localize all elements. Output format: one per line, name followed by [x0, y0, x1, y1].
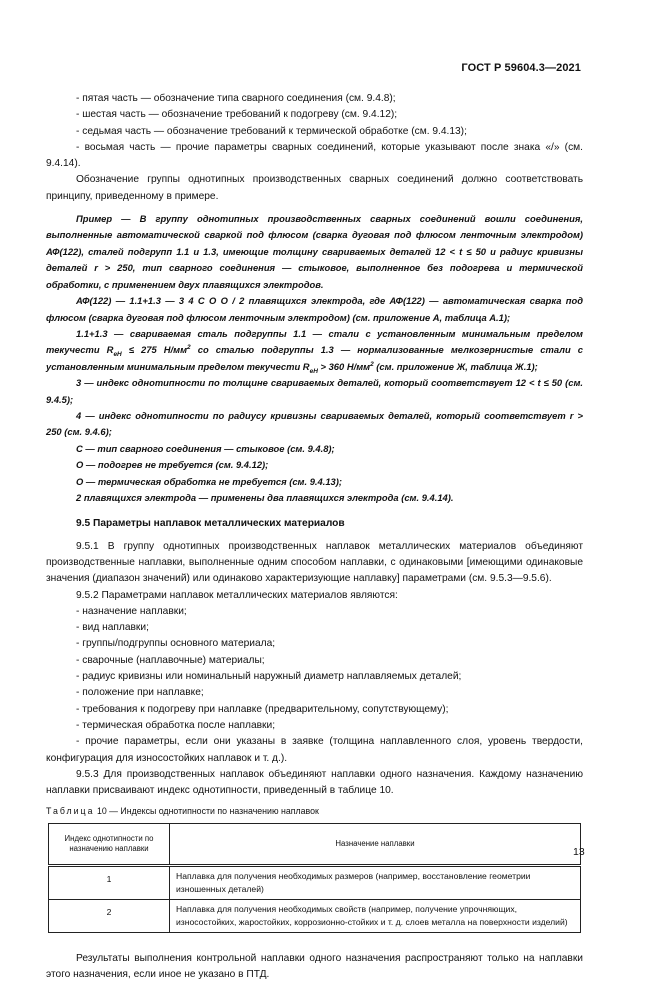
example-item: 4 — индекс однотипности по радиусу кривизны свариваемых деталей, который соответствует r > 250 (см. 9.4.6); [46, 409, 583, 438]
example-intro: Пример — В группу однотипных производственных сварных соединений вошли соединения, выполненные автоматической сваркой под флюсом (сварка дуговая под флюсом ленточным электродом) АФ(122), сталей подгрупп 1.1 и 1.3, имеющие толщину свариваемых деталей 12 < t ≤ 50 и радиус кривизны деталей r > 250, тип сварного соединения — стыковое, выполненное без подогрева и термической обработки, с применением двух плавящихся электродов. [46, 213, 583, 290]
example-block [46, 211, 583, 506]
table-cell-purpose: Наплавка для получения необходимых свойств (например, получение упрочняющих, износостойких, жаростойких, коррозионно-стойких и т. д. слоев металла на поверхности изделий) [170, 899, 581, 932]
table-cell-index: 1 [49, 865, 170, 899]
example-code-line: АФ(122) — 1.1+1.3 — 3 4 С О О / 2 плавящихся электрода, где АФ(122) — автоматическая сварка под флюсом (сварка дуговая под флюсом ленточным электродом) (см. приложение А, таблица А.1); [46, 295, 583, 323]
list-item: - пятая часть — обозначение типа сварного соединения (см. 9.4.8); [76, 93, 396, 104]
paragraph: Результаты выполнения контрольной наплавки одного назначения распространяют только на наплавки этого назначения, если иное не указано в ПТД. [46, 952, 583, 981]
example-item: С — тип сварного соединения — стыковое (см. 9.4.8); [76, 442, 335, 454]
list-item: - назначение наплавки; [76, 605, 187, 617]
table-cell-purpose: Наплавка для получения необходимых размеров (например, восстановление геометрии изношенных деталей) [170, 865, 581, 899]
list-item: - радиус кривизны или номинальный наружный диаметр наплавляемых деталей; [76, 671, 462, 683]
section-heading: 9.5 Параметры наплавок металлических материалов [76, 518, 345, 530]
list-item: - группы/подгруппы основного материала; [76, 638, 276, 650]
list-item: - прочие параметры, если они указаны в заявке (толщина наплавленного слоя, уровень твердости, конфигурация для износостойких наплавок и т. д.). [46, 736, 583, 764]
paragraph: 9.5.1 В группу однотипных производственных наплавок металлических материалов объединяют производственные наплавки, выполненные одним способом наплавки, с одинаковыми [имеющими одинаковые значения (диапазон значений) или одинаково характеризующие наплавку] параметрами (см. 9.5.3—9.5.6). [46, 540, 583, 585]
list-item: - седьмая часть — обозначение требований к термической обработке (см. 9.4.13); [76, 125, 467, 137]
example-item: 3 — индекс однотипности по толщине свариваемых деталей, который соответствует 12 < t ≤ 50 (см. 9.4.5); [46, 377, 583, 405]
example-item: О — термическая обработка не требуется (см. 9.4.13); [76, 475, 343, 487]
table-row [49, 899, 581, 932]
list-item: - термическая обработка после наплавки; [76, 719, 276, 731]
example-item: О — подогрев не требуется (см. 9.4.12); [76, 459, 269, 471]
paragraph: 9.5.2 Параметрами наплавок металлических материалов являются: [76, 589, 398, 601]
table-header-cell: Индекс однотипности по назначению наплавки [49, 823, 170, 865]
document-header: ГОСТ Р 59604.3—2021 [461, 62, 581, 74]
table-cell-index: 2 [49, 899, 170, 932]
list-item: - положение при наплавке; [76, 687, 204, 699]
purpose-index-table [48, 823, 581, 933]
list-item: - требования к подогреву при наплавке (предварительному, сопутствующему); [76, 703, 449, 715]
paragraph: Обозначение группы однотипных производственных сварных соединений должно соответствовать принципу, приведенному в примере. [46, 174, 583, 202]
list-item: - вид наплавки; [76, 622, 149, 634]
table-header-row [49, 823, 581, 865]
example-item: 2 плавящихся электрода — применены два плавящихся электрода (см. 9.4.14). [76, 491, 454, 503]
example-steel-line: 1.1+1.3 — свариваемая сталь подгруппы 1.1 — стали с установленным минимальным пределом текучести $R_{eH} \le 275$ $Н/мм^2$ со сталью подгруппы 1.3 — нормализованные мелкозернистые стали с установленным минимальным пределом текучести $R_{eH} > 360$ $Н/мм^2$ (см. приложение Ж, таблица Ж.1); [46, 327, 583, 375]
list-item: - восьмая часть — прочие параметры сварных соединений, которые указывают после знака «/» (см. 9.4.14). [46, 141, 583, 170]
paragraph: 9.5.3 Для производственных наплавок объединяют наплавки одного назначения. Каждому назначению наплавки присваивают индекс однотипности, приведенный в таблице 10. [46, 768, 583, 797]
page-number: 13 [573, 846, 585, 858]
page-content [46, 91, 583, 983]
table-caption: Таблица 10 — Индексы однотипности по назначению наплавок [46, 806, 319, 817]
list-item: - шестая часть — обозначение требований к подогреву (см. 9.4.12); [76, 109, 398, 121]
table-header-cell: Назначение наплавки [170, 823, 581, 865]
list-item: - сварочные (наплавочные) материалы; [76, 654, 265, 666]
table-row [49, 865, 581, 899]
